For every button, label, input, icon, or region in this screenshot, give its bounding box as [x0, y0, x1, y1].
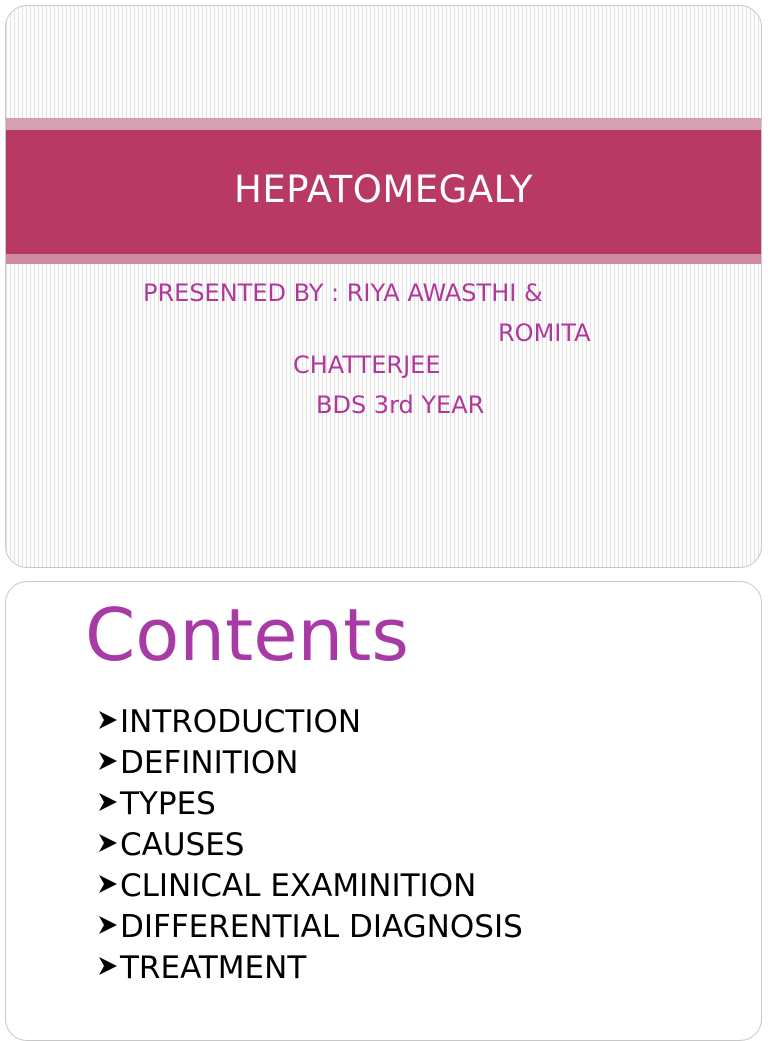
list-item-label: TREATMENT [120, 950, 307, 986]
presenter-line: ROMITA [498, 319, 591, 347]
list-item-label: CAUSES [120, 827, 245, 863]
list-item [96, 702, 523, 743]
list-item [96, 948, 523, 989]
arrow-bullet-icon [96, 708, 120, 732]
list-item-label: DIFFERENTIAL DIAGNOSIS [120, 909, 523, 945]
contents-slide [5, 581, 762, 1041]
arrow-bullet-icon [96, 872, 120, 896]
title-band-top-stripe [6, 118, 761, 130]
contents-list [96, 702, 523, 989]
list-item [96, 907, 523, 948]
list-item [96, 825, 523, 866]
list-item [96, 743, 523, 784]
list-item-label: INTRODUCTION [120, 704, 362, 740]
arrow-bullet-icon [96, 790, 120, 814]
list-item-label: CLINICAL EXAMINITION [120, 868, 477, 904]
arrow-bullet-icon [96, 913, 120, 937]
presenter-line: PRESENTED BY : RIYA AWASTHI & [143, 279, 543, 307]
arrow-bullet-icon [96, 954, 120, 978]
presenter-line: CHATTERJEE [293, 351, 441, 379]
slide-title: HEPATOMEGALY [234, 168, 533, 211]
title-band-bottom-stripe [6, 254, 761, 264]
list-item [96, 784, 523, 825]
arrow-bullet-icon [96, 749, 120, 773]
list-item-label: TYPES [120, 786, 216, 822]
arrow-bullet-icon [96, 831, 120, 855]
presenter-line: BDS 3rd YEAR [316, 391, 485, 419]
list-item-label: DEFINITION [120, 745, 299, 781]
contents-heading: Contents [85, 593, 409, 677]
title-slide [5, 5, 762, 568]
list-item [96, 866, 523, 907]
